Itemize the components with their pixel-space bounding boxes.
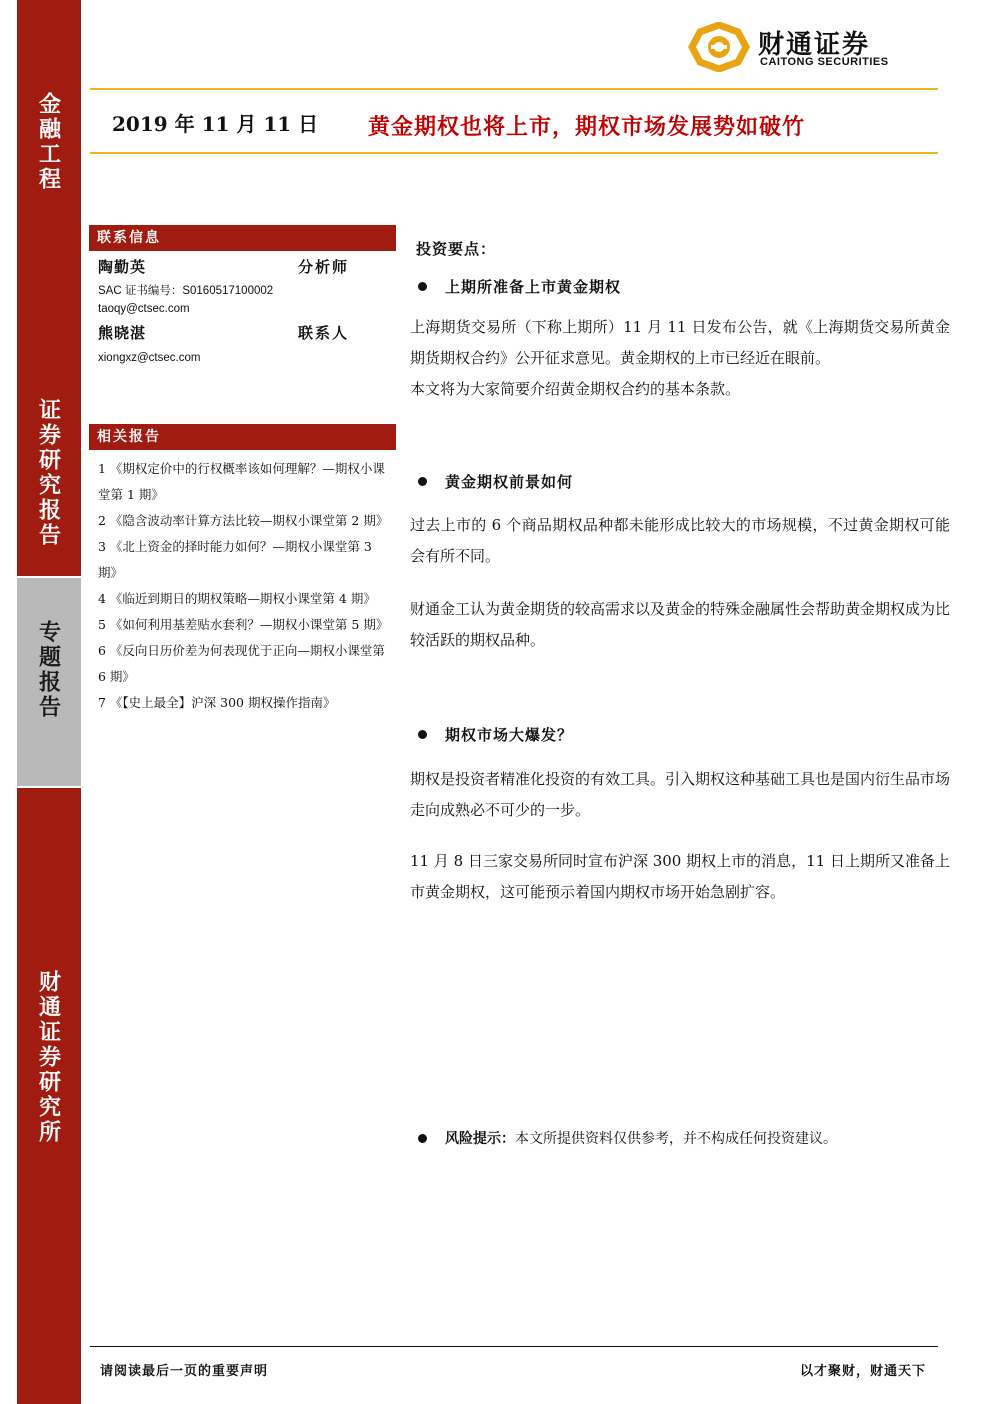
risk-warning-label: 风险提示：: [445, 1131, 515, 1147]
paragraph: 期权是投资者精准化投资的有效工具。引入期权这种基础工具也是国内衍生品市场走向成熟必不可少的一步。: [410, 770, 951, 819]
analyst-name: 陶勤英: [98, 258, 147, 276]
bullet-heading: [416, 471, 573, 492]
bullet-dot-icon: [418, 282, 427, 291]
related-report-item[interactable]: 4 《临近到期日的期权策略—期权小课堂第 4 期》: [98, 591, 376, 606]
sidebar-report-type-text: 证券研究报告: [35, 398, 62, 548]
sidebar-divider: [17, 786, 81, 788]
report-date: 2019 年 11 月 11 日: [112, 112, 319, 136]
caitong-logo-icon: [688, 22, 750, 72]
sidebar-topic-block: [17, 578, 81, 786]
risk-warning: [416, 1128, 837, 1148]
bullet-heading: [416, 724, 573, 745]
header-bottom-rule: [90, 152, 938, 154]
bullet-heading-text: 黄金期权前景如何: [445, 473, 574, 491]
logo-english-name: CAITONG SECURITIES: [760, 56, 889, 68]
footer-disclaimer: 请阅读最后一页的重要声明: [100, 1364, 269, 1379]
logo-chinese-name: 财通证券: [758, 30, 871, 60]
sidebar-institute-text: 财通证券研究所: [35, 970, 62, 1145]
bullet-dot-icon: [418, 1134, 427, 1143]
related-report-item[interactable]: 7 《【史上最全】沪深 300 期权操作指南》: [98, 695, 336, 710]
company-logo: [688, 22, 938, 72]
sidebar-topic: [17, 620, 81, 720]
sidebar-institute: [17, 970, 81, 1145]
related-report-item[interactable]: 6 《反向日历价差为何表现优于正向—期权小课堂第 6 期》: [98, 643, 385, 684]
sidebar-category-text: 金融工程: [35, 92, 62, 192]
left-sidebar: [17, 0, 81, 1404]
analyst-row: [98, 256, 398, 277]
report-title: 黄金期权也将上市，期权市场发展势如破竹: [368, 114, 806, 140]
sidebar-topic-text: 专题报告: [35, 620, 62, 720]
paragraph: 11 月 8 日三家交易所同时宣布沪深 300 期权上市的消息，11 日上期所又准备上市黄金期权，这可能预示着国内期权市场开始急剧扩容。: [410, 852, 950, 901]
related-reports-list: [98, 456, 394, 716]
sidebar-report-type: [17, 398, 81, 548]
footer-rule: [90, 1346, 938, 1347]
sac-certificate: SAC 证书编号：S0160517100002: [98, 285, 274, 297]
paragraph: 上海期货交易所（下称上期所）11 月 11 日发布公告，就《上海期货交易所黄金期货期权合约》公开征求意见。黄金期权的上市已经近在眼前。: [410, 318, 950, 367]
paragraph: 财通金工认为黄金期货的较高需求以及黄金的特殊金融属性会帮助黄金期权成为比较活跃的期权品种。: [410, 600, 951, 649]
related-report-item[interactable]: 5 《如何利用基差贴水套利？—期权小课堂第 5 期》: [98, 617, 389, 632]
contact-section-header: 联系信息: [89, 225, 396, 251]
investment-highlights-heading: 投资要点：: [416, 240, 497, 258]
analyst-role: 分析师: [298, 258, 350, 276]
related-report-item[interactable]: 1 《期权定价中的行权概率该如何理解？—期权小课堂第 1 期》: [98, 461, 385, 502]
related-report-item[interactable]: 3 《北上资金的择时能力如何？—期权小课堂第 3 期》: [98, 539, 372, 580]
bullet-heading-text: 期权市场大爆发？: [445, 726, 574, 744]
bullet-dot-icon: [418, 477, 427, 486]
risk-warning-text: 本文所提供资料仅供参考，并不构成任何投资建议。: [515, 1131, 837, 1147]
bullet-heading: [416, 276, 621, 297]
analyst-email[interactable]: taoqy@ctsec.com: [98, 303, 190, 315]
header-top-rule: [90, 88, 938, 90]
contact-person-role: 联系人: [298, 324, 350, 342]
bullet-heading-text: 上期所准备上市黄金期权: [445, 278, 622, 296]
contact-person-name: 熊晓湛: [98, 324, 147, 342]
related-report-item[interactable]: 2 《隐含波动率计算方法比较—期权小课堂第 2 期》: [98, 513, 389, 528]
paragraph: 本文将为大家简要介绍黄金期权合约的基本条款。: [410, 380, 741, 398]
contact-person-row: [98, 322, 146, 343]
paragraph: 过去上市的 6 个商品期权品种都未能形成比较大的市场规模，不过黄金期权可能会有所不同。: [410, 516, 950, 565]
footer-slogan: 以才聚财，财通天下: [800, 1364, 927, 1379]
bullet-dot-icon: [418, 730, 427, 739]
related-reports-header: 相关报告: [89, 424, 396, 450]
sidebar-category: [17, 92, 81, 192]
contact-person-email[interactable]: xiongxz@ctsec.com: [98, 352, 201, 364]
